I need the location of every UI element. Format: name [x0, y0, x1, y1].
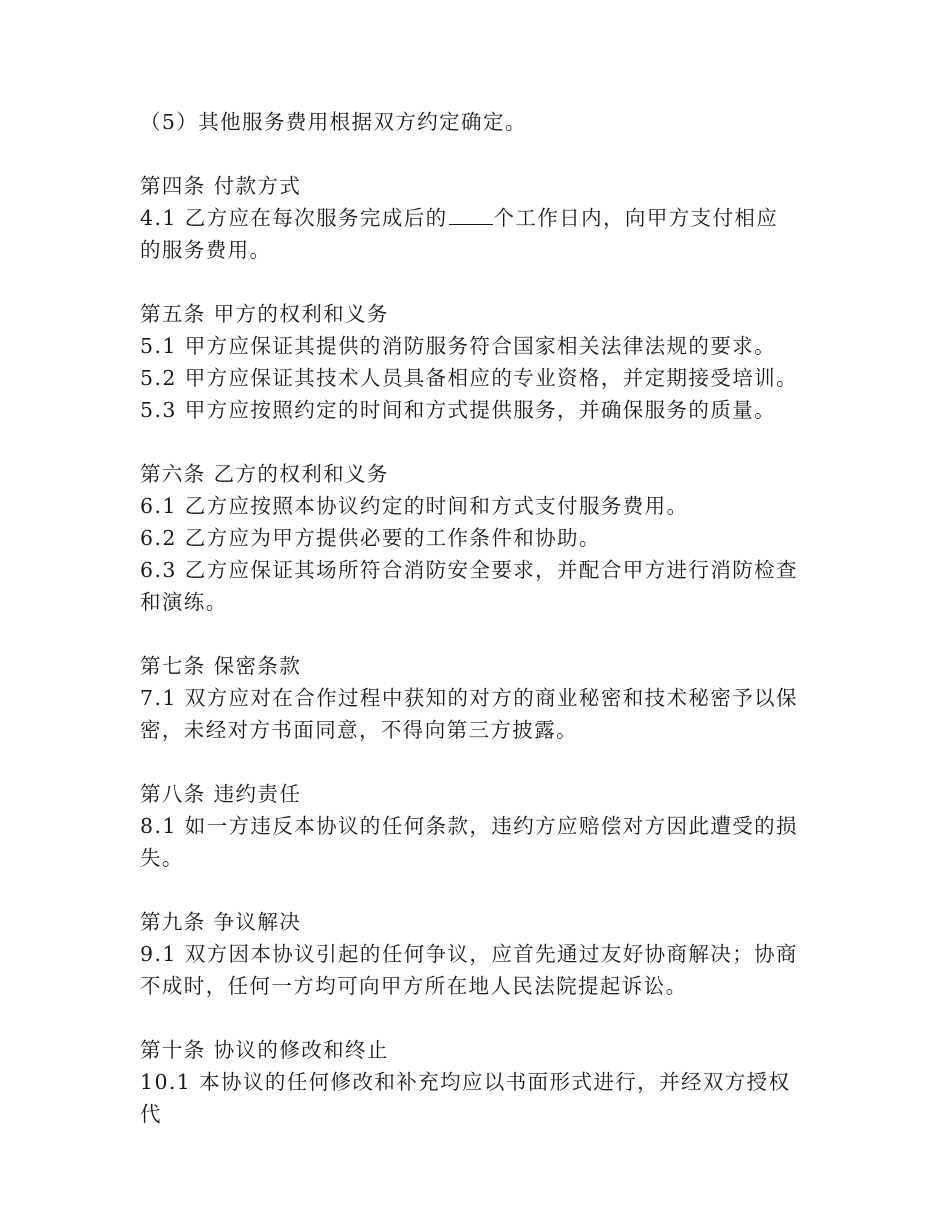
clause-5-1: 5.1 甲方应保证其提供的消防服务符合国家相关法律法规的要求。 [140, 334, 777, 358]
article-9-heading: 第九条 争议解决 [140, 910, 302, 934]
article-6-heading: 第六条 乙方的权利和义务 [140, 462, 389, 486]
clause-6-3: 6.3 乙方应保证其场所符合消防安全要求，并配合甲方进行消防检查和演练。 [140, 558, 798, 614]
article-9 [140, 906, 800, 1002]
service-fee-note: （5）其他服务费用根据双方约定确定。 [140, 110, 527, 134]
clause-8-1: 8.1 如一方违反本协议的任何条款，违约方应赔偿对方因此遭受的损失。 [140, 814, 798, 870]
article-8-heading: 第八条 违约责任 [140, 782, 302, 806]
clause-6-1: 6.1 乙方应按照本协议约定的时间和方式支付服务费用。 [140, 494, 689, 518]
clause-9-1: 9.1 双方因本协议引起的任何争议，应首先通过友好协商解决；协商不成时，任何一方均可向甲方所在地人民法院提起诉讼。 [140, 942, 798, 998]
days-blank [449, 204, 493, 225]
article-4 [140, 170, 800, 266]
clause-6-2: 6.2 乙方应为甲方提供必要的工作条件和协助。 [140, 526, 601, 550]
article-5-heading: 第五条 甲方的权利和义务 [140, 302, 389, 326]
clause-4-1 [140, 202, 800, 266]
article-10-heading: 第十条 协议的修改和终止 [140, 1038, 389, 1062]
clause-5-3: 5.3 甲方应按照约定的时间和方式提供服务，并确保服务的质量。 [140, 398, 777, 422]
article-7 [140, 650, 800, 746]
article-8 [140, 778, 800, 874]
article-4-heading: 第四条 付款方式 [140, 174, 302, 198]
clause-4-1-text-b: 个工作日内，向甲方支付相应的服务费用。 [140, 206, 779, 262]
article-6 [140, 458, 800, 618]
clause-7-1: 7.1 双方应对在合作过程中获知的对方的商业秘密和技术秘密予以保密，未经对方书面同意，不得向第三方披露。 [140, 686, 798, 742]
intro-section [140, 106, 800, 138]
clause-4-1-text-a: 4.1 乙方应在每次服务完成后的 [140, 206, 448, 230]
clause-10-1: 10.1 本协议的任何修改和补充均应以书面形式进行，并经双方授权代 [140, 1070, 791, 1126]
article-5 [140, 298, 800, 426]
article-7-heading: 第七条 保密条款 [140, 654, 302, 678]
clause-5-2: 5.2 甲方应保证其技术人员具备相应的专业资格，并定期接受培训。 [140, 366, 798, 390]
document-body [140, 106, 800, 1130]
article-10 [140, 1034, 800, 1130]
